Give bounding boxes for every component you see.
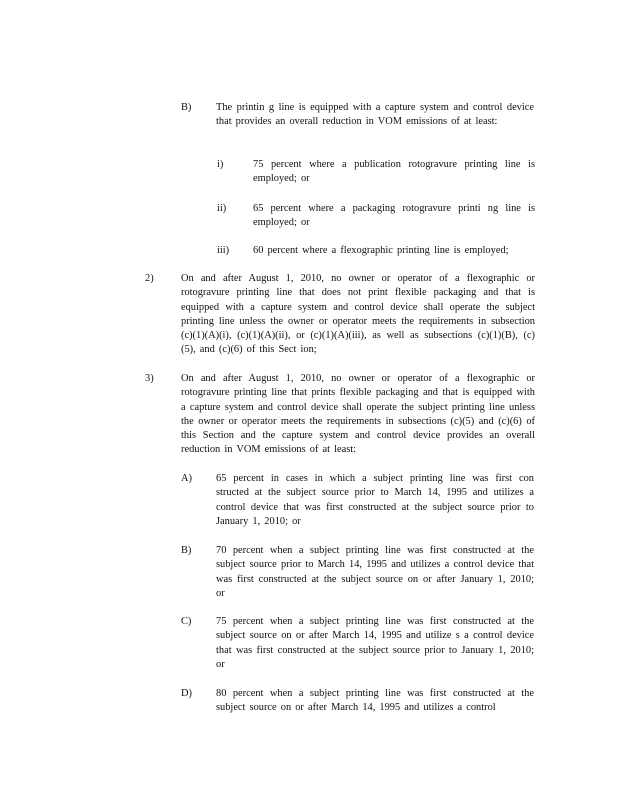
- paragraph-text: 75 percent when a subject printing line was first constructed at the subject source on or after March 14, 1995 and utilize s a control device that was first constructed at the subject source prior to January 1, 2010; or: [216, 616, 534, 670]
- paragraph-label: B): [181, 545, 192, 556]
- paragraph-text: On and after August 1, 2010, no owner or operator of a flexographic or rotogravure printing line that prints flexible packaging and that is equipped with a capture system and control device shall operate the subject printing line unless the owner or operator meets the requirements in subsections (c)(5) and (c)(6) of this Section and the capture system and control device provides an overall reduction in VOM emissions of at least:: [181, 373, 535, 456]
- paragraph-text: 65 percent in cases in which a subject printing line was first con structed at the subject source prior to March 14, 1995 and utilizes a control device that was first constructed at the subject source prior to January 1, 2010; or: [216, 473, 534, 527]
- paragraph-label: 3): [145, 373, 154, 384]
- paragraph-text: The printin g line is equipped with a capture system and control device that provides an overall reduction in VOM emissions of at least:: [216, 102, 534, 128]
- paragraph-label: B): [181, 102, 192, 113]
- paragraph-text: 80 percent when a subject printing line was first constructed at the subject source on or after March 14, 1995 and utilizes a control: [216, 688, 534, 714]
- paragraph-label: i): [217, 159, 224, 170]
- paragraph-label: C): [181, 616, 192, 627]
- paragraph-text: 65 percent where a packaging rotogravure printi ng line is employed; or: [253, 203, 535, 229]
- paragraph-label: D): [181, 688, 192, 699]
- paragraph-label: A): [181, 473, 192, 484]
- paragraph-text: 60 percent where a flexographic printing line is employed;: [253, 245, 509, 256]
- paragraph-text: 70 percent when a subject printing line was first constructed at the subject source prior to March 14, 1995 and utilizes a control device that was first constructed at the subject source on or after January 1, 2010; or: [216, 545, 534, 599]
- paragraph-label: 2): [145, 273, 154, 284]
- paragraph-text: On and after August 1, 2010, no owner or operator of a flexographic or rotogravure printing line that does not print flexible packaging and that is equipped with a capture system and control device shall operate the subject printing line unless the owner or operator meets the requirements in subsection (c)(1)(A)(i), (c)(1)(A)(ii), or (c)(1)(A)(iii), as well as subsections (c)(1)(B), (c)(5), and (c)(6) of this Sect ion;: [181, 273, 535, 356]
- paragraph-label: ii): [217, 203, 227, 214]
- paragraph-text: 75 percent where a publication rotogravure printing line is employed; or: [253, 159, 535, 185]
- paragraph-label: iii): [217, 245, 230, 256]
